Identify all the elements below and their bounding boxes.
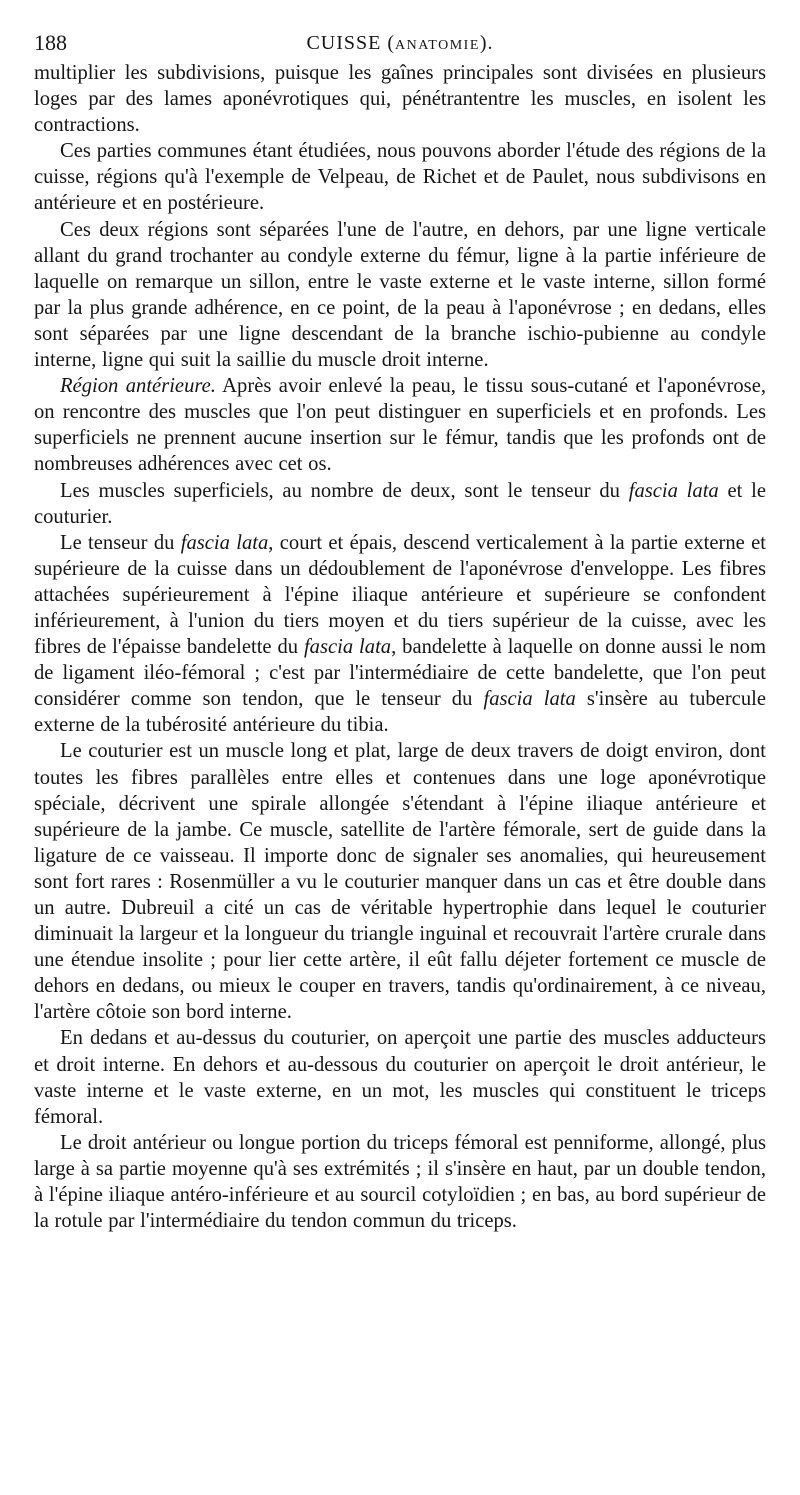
italic-term: fascia lata — [628, 479, 719, 502]
paragraph-text: Les muscles superficiels, au nombre de deux, sont le tenseur du — [60, 479, 629, 502]
paragraph-superficial-muscles — [34, 478, 766, 530]
paragraph-rectus-femoris — [34, 1130, 766, 1234]
paragraph-text: Ces deux régions sont séparées l'une de l'autre, en dehors, par une ligne verticale allant du grand trochanter au condyle externe du fémur, ligne à la partie inférieure de laquelle on remarque un sillon, entre le vaste externe et le vaste interne, sillon formé par la plus grande adhérence, en ce point, de la peau à l'aponévrose ; en dedans, elles sont séparées par une ligne descendant de la branche ischio-pubienne au condyle interne, ligne qui suit la saillie du muscle droit interne. — [34, 218, 766, 372]
paragraph-text: Après avoir enlevé la peau, le tissu sous-cutané et l'aponévrose, on rencontre des muscles que l'on peut distinguer en superficiels et en profonds. Les superficiels ne prennent aucune insertion sur le fémur, tandis que les profonds ont de nombreuses adhérences avec cet os. — [34, 375, 766, 476]
paragraph-anterior-region — [34, 373, 766, 477]
section-lead: Région antérieure. — [60, 375, 216, 398]
paragraph-continuation — [34, 60, 766, 138]
running-title-smallcaps: ANATOMIE — [395, 38, 480, 53]
document-page — [34, 30, 766, 1234]
italic-term: fascia lata — [303, 636, 392, 659]
paragraph-text: et le couturier. — [34, 479, 766, 528]
paragraph-sartorius — [34, 738, 766, 1025]
paragraph-text: Le droit antérieur ou longue portion du triceps fémoral est penniforme, allongé, plus large à sa partie moyenne qu'à ses extrémités ; il s'insère en haut, par un double tendon, à l'épine iliaque antéro-inférieure et au sourcil cotyloïdien ; en bas, au bord supérieur de la rotule par l'intermédiaire du tendon commun du triceps. — [34, 1131, 766, 1233]
paragraph-adductors — [34, 1025, 766, 1129]
running-title-main: CUISSE ( — [306, 32, 396, 54]
page-number: 188 — [34, 30, 67, 55]
paragraph-text: Le tenseur du — [60, 531, 181, 554]
page-header — [34, 30, 766, 56]
running-title-end: ). — [479, 32, 494, 54]
paragraph-tensor-fascia-lata — [34, 530, 766, 739]
paragraph-text: , bandelette à laquelle on donne aussi le nom de ligament iléo-fémoral ; c'est par l'intermédiaire de cette bandelette, que l'on peut considérer comme son tendon, que le tenseur du — [34, 636, 766, 711]
paragraph-text: Ces parties communes étant étudiées, nous pouvons aborder l'étude des régions de la cuisse, régions qu'à l'exemple de Velpeau, de Richet et de Paulet, nous subdivisons en antérieure et en postérieure. — [34, 140, 766, 215]
paragraph-text: multiplier les subdivisions, puisque les gaînes principales sont divisées en plusieurs loges par des lames aponévrotiques qui, pénétrantentre les muscles, en isolent les contractions. — [34, 62, 766, 137]
paragraph-text: s'insère au tubercule externe de la tubérosité antérieure du tibia. — [34, 688, 766, 737]
paragraph-text: En dedans et au-dessus du couturier, on aperçoit une partie des muscles adducteurs et droit interne. En dehors et au-dessous du couturier on aperçoit le droit antérieur, le vaste interne et le vaste externe, en un mot, les muscles qui constituent le triceps fémoral. — [34, 1027, 766, 1128]
paragraph-text: Le couturier est un muscle long et plat, large de deux travers de doigt environ, dont toutes les fibres parallèles entre elles et contenues dans une loge aponévrotique spéciale, décrivent une spirale allongée s'étendant à l'épine iliaque antérieure et supérieure de la jambe. Ce muscle, satellite de l'artère fémorale, sert de guide dans la ligature de ce vaisseau. Il importe donc de signaler ses anomalies, qui heureusement sont fort rares : Rosenmüller a vu le couturier manquer dans un cas et être double dans un autre. Dubreuil a cité un cas de véritable hypertrophie dans lequel le couturier diminuait la largeur et la longueur du triangle inguinal et recouvrait l'artère crurale dans une étendue insolite ; pour lier cette artère, il eût fallu déjeter fortement ce muscle de dehors en dedans, ou mieux le couper en travers, tandis qu'ordinairement, à ce niveau, l'artère côtoie son bord interne. — [34, 740, 766, 1024]
running-title — [34, 30, 766, 59]
paragraph-regions — [34, 138, 766, 216]
paragraph-boundaries — [34, 217, 766, 374]
italic-term: fascia lata — [180, 531, 269, 554]
paragraph-text: , court et épais, descend verticalement à la partie externe et supérieure de la cuisse dans un dédoublement de l'aponévrose d'enveloppe. Les fibres attachées supérieurement à l'épine iliaque antérieure et supérieure se confondent inférieurement, à l'union du tiers moyen et du tiers supérieur de la cuisse, avec les fibres de l'épaisse bandelette du — [34, 531, 766, 659]
italic-term: fascia lata — [483, 688, 576, 711]
